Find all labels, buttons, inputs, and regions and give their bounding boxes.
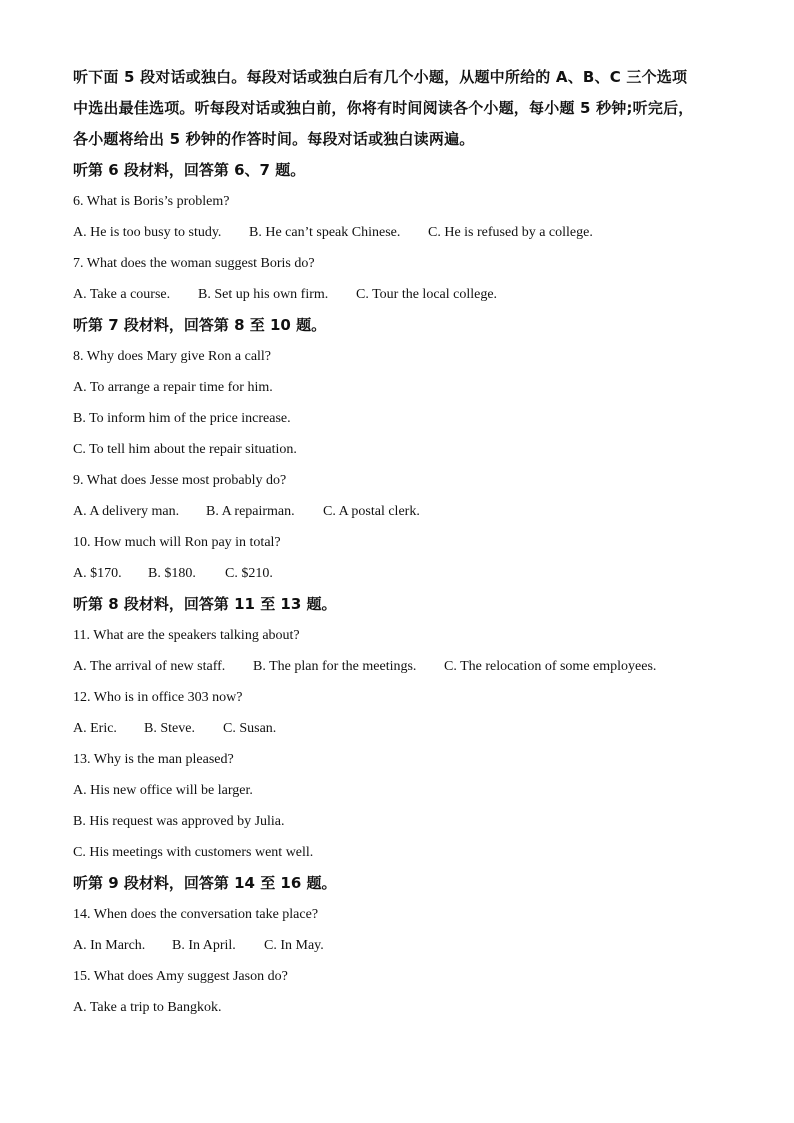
- option-c: C. Susan.: [223, 721, 277, 736]
- options-row: [73, 713, 733, 744]
- option-c: C. $210.: [225, 566, 273, 581]
- question-stem: 11. What are the speakers talking about?: [73, 628, 300, 643]
- option-a: A. He is too busy to study.: [73, 225, 222, 240]
- option-b: B. $180.: [148, 566, 196, 581]
- section-9: [73, 868, 733, 1023]
- option-a: A. To arrange a repair time for him.: [73, 380, 273, 395]
- section-6: [73, 155, 733, 310]
- option-b: B. In April.: [172, 938, 236, 953]
- option-c: C. In May.: [264, 938, 324, 953]
- section-heading: 听第 7 段材料，回答第 8 至 10 题。: [73, 316, 327, 334]
- option-b: B. He can’t speak Chinese.: [249, 225, 401, 240]
- option-c: C. The relocation of some employees.: [444, 659, 657, 674]
- option-a: A. In March.: [73, 938, 146, 953]
- option-b: B. Set up his own firm.: [198, 287, 329, 302]
- option-c: C. Tour the local college.: [356, 287, 498, 302]
- options-row: [73, 496, 733, 527]
- option-c: C. A postal clerk.: [323, 504, 420, 519]
- exam-page: [73, 62, 733, 1023]
- option-a: A. Eric.: [73, 721, 117, 736]
- option-a: A. The arrival of new staff.: [73, 659, 226, 674]
- question-stem: 8. Why does Mary give Ron a call?: [73, 349, 272, 364]
- question-stem: 14. When does the conversation take place?: [73, 907, 319, 922]
- options-row: [73, 930, 733, 961]
- question-stem: 9. What does Jesse most probably do?: [73, 473, 287, 488]
- option-b: B. His request was approved by Julia.: [73, 814, 285, 829]
- option-b: B. A repairman.: [206, 504, 295, 519]
- option-c: C. He is refused by a college.: [428, 225, 593, 240]
- options-row: [73, 651, 733, 682]
- option-a: A. Take a trip to Bangkok.: [73, 1000, 222, 1015]
- question-stem: 10. How much will Ron pay in total?: [73, 535, 281, 550]
- section-heading: 听第 8 段材料，回答第 11 至 13 题。: [73, 595, 337, 613]
- option-a: A. Take a course.: [73, 287, 171, 302]
- option-c: C. To tell him about the repair situation.: [73, 442, 297, 457]
- option-b: B. Steve.: [144, 721, 195, 736]
- instructions-line: 听下面 5 段对话或独白。每段对话或独白后有几个小题，从题中所给的 A、B、C 三个选项: [73, 68, 688, 86]
- question-stem: 7. What does the woman suggest Boris do?: [73, 256, 315, 271]
- question-stem: 6. What is Boris’s problem?: [73, 194, 230, 209]
- question-stem: 15. What does Amy suggest Jason do?: [73, 969, 288, 984]
- instructions-line: 各小题将给出 5 秒钟的作答时间。每段对话或独白读两遍。: [73, 130, 475, 148]
- instructions: [73, 62, 733, 155]
- instructions-line: 中选出最佳选项。听每段对话或独白前，你将有时间阅读各个小题，每小题 5 秒钟;听完后，: [73, 99, 694, 117]
- question-stem: 13. Why is the man pleased?: [73, 752, 234, 767]
- options-row: [73, 279, 733, 310]
- options-row: [73, 217, 733, 248]
- question-stem: 12. Who is in office 303 now?: [73, 690, 243, 705]
- option-b: B. To inform him of the price increase.: [73, 411, 291, 426]
- option-a: A. A delivery man.: [73, 504, 180, 519]
- section-heading: 听第 9 段材料，回答第 14 至 16 题。: [73, 874, 337, 892]
- section-8: [73, 589, 733, 868]
- options-row: [73, 558, 733, 589]
- option-a: A. His new office will be larger.: [73, 783, 253, 798]
- option-a: A. $170.: [73, 566, 122, 581]
- section-7: [73, 310, 733, 589]
- option-c: C. His meetings with customers went well.: [73, 845, 314, 860]
- option-b: B. The plan for the meetings.: [253, 659, 417, 674]
- section-heading: 听第 6 段材料，回答第 6、7 题。: [73, 161, 306, 179]
